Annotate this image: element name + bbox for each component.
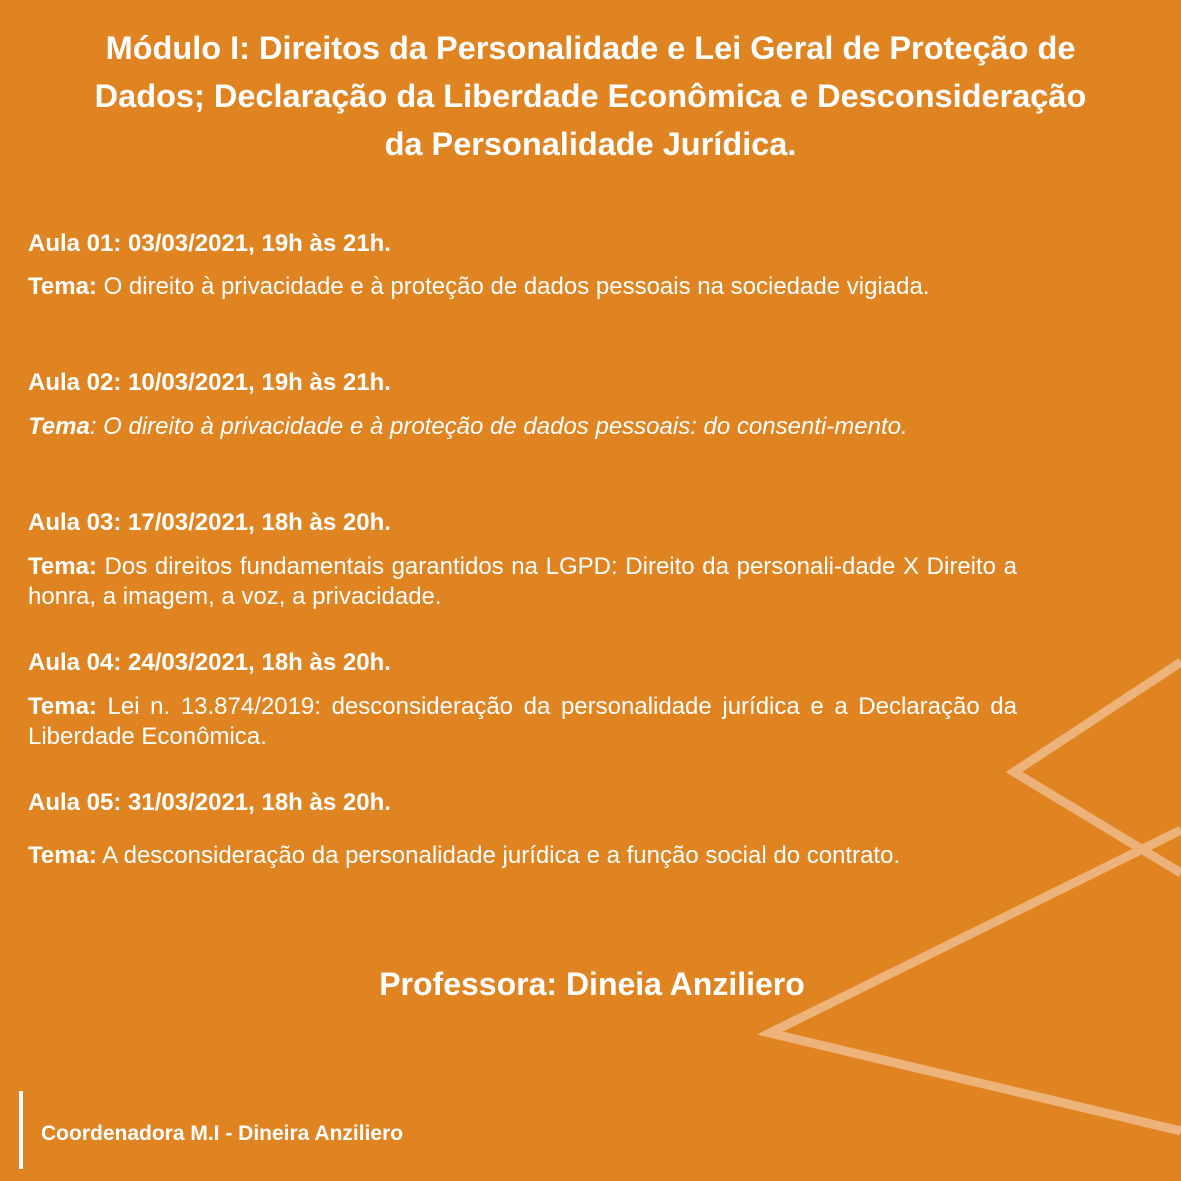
lesson-1-theme [28, 272, 1017, 302]
title-line-2: Dados; Declaração da Liberdade Econômica e Desconsideração [94, 78, 1087, 114]
lesson-5-theme-text: A desconsideração da personalidade jurídica e a função social do contrato. [96, 842, 901, 869]
lesson-5-heading: Aula 05: 31/03/2021, 18h às 20h. [28, 789, 391, 816]
coordinator-accent-bar [19, 1091, 23, 1169]
lesson-3-theme-text: Dos direitos fundamentais garantidos na LGPD: Direito da personali-dade X Direito a honra, a imagem, a voz, a privacidade. [28, 553, 1017, 610]
lesson-2-theme-label: Tema [28, 413, 90, 440]
lesson-2-theme [28, 412, 1017, 442]
lesson-1-theme-text: O direito à privacidade e à proteção de dados pessoais na sociedade vigiada. [96, 273, 930, 300]
lesson-3-theme [28, 552, 1017, 612]
lesson-5-theme [28, 838, 1017, 874]
title-line-1: Módulo I: Direitos da Personalidade e Lei Geral de Proteção de [105, 30, 1076, 66]
lesson-2-theme-text: : O direito à privacidade e à proteção de dados pessoais: do consenti-mento. [89, 413, 908, 440]
page-title [10, 24, 1171, 168]
lesson-4-theme-text: Lei n. 13.874/2019: desconsideração da personalidade jurídica e a Declaração da Liberdade Econômica. [28, 693, 1017, 750]
lesson-4-heading: Aula 04: 24/03/2021, 18h às 20h. [28, 649, 391, 676]
lesson-3-theme-label: Tema: [28, 553, 97, 580]
professor-name: Professora: Dineia Anziliero [379, 966, 805, 1002]
lesson-3-heading: Aula 03: 17/03/2021, 18h às 20h. [28, 509, 391, 536]
lesson-4-theme-label: Tema: [28, 693, 97, 720]
title-line-3: da Personalidade Jurídica. [384, 126, 797, 162]
lesson-4-theme [28, 692, 1017, 752]
lesson-2-heading: Aula 02: 10/03/2021, 19h às 21h. [28, 369, 391, 396]
lesson-1-theme-label: Tema: [28, 273, 97, 300]
lesson-1-heading: Aula 01: 03/03/2021, 19h às 21h. [28, 230, 391, 257]
coordinator-credit: Coordenadora M.I - Dineira Anziliero [41, 1122, 404, 1145]
lesson-5-theme-label: Tema: [28, 842, 97, 869]
